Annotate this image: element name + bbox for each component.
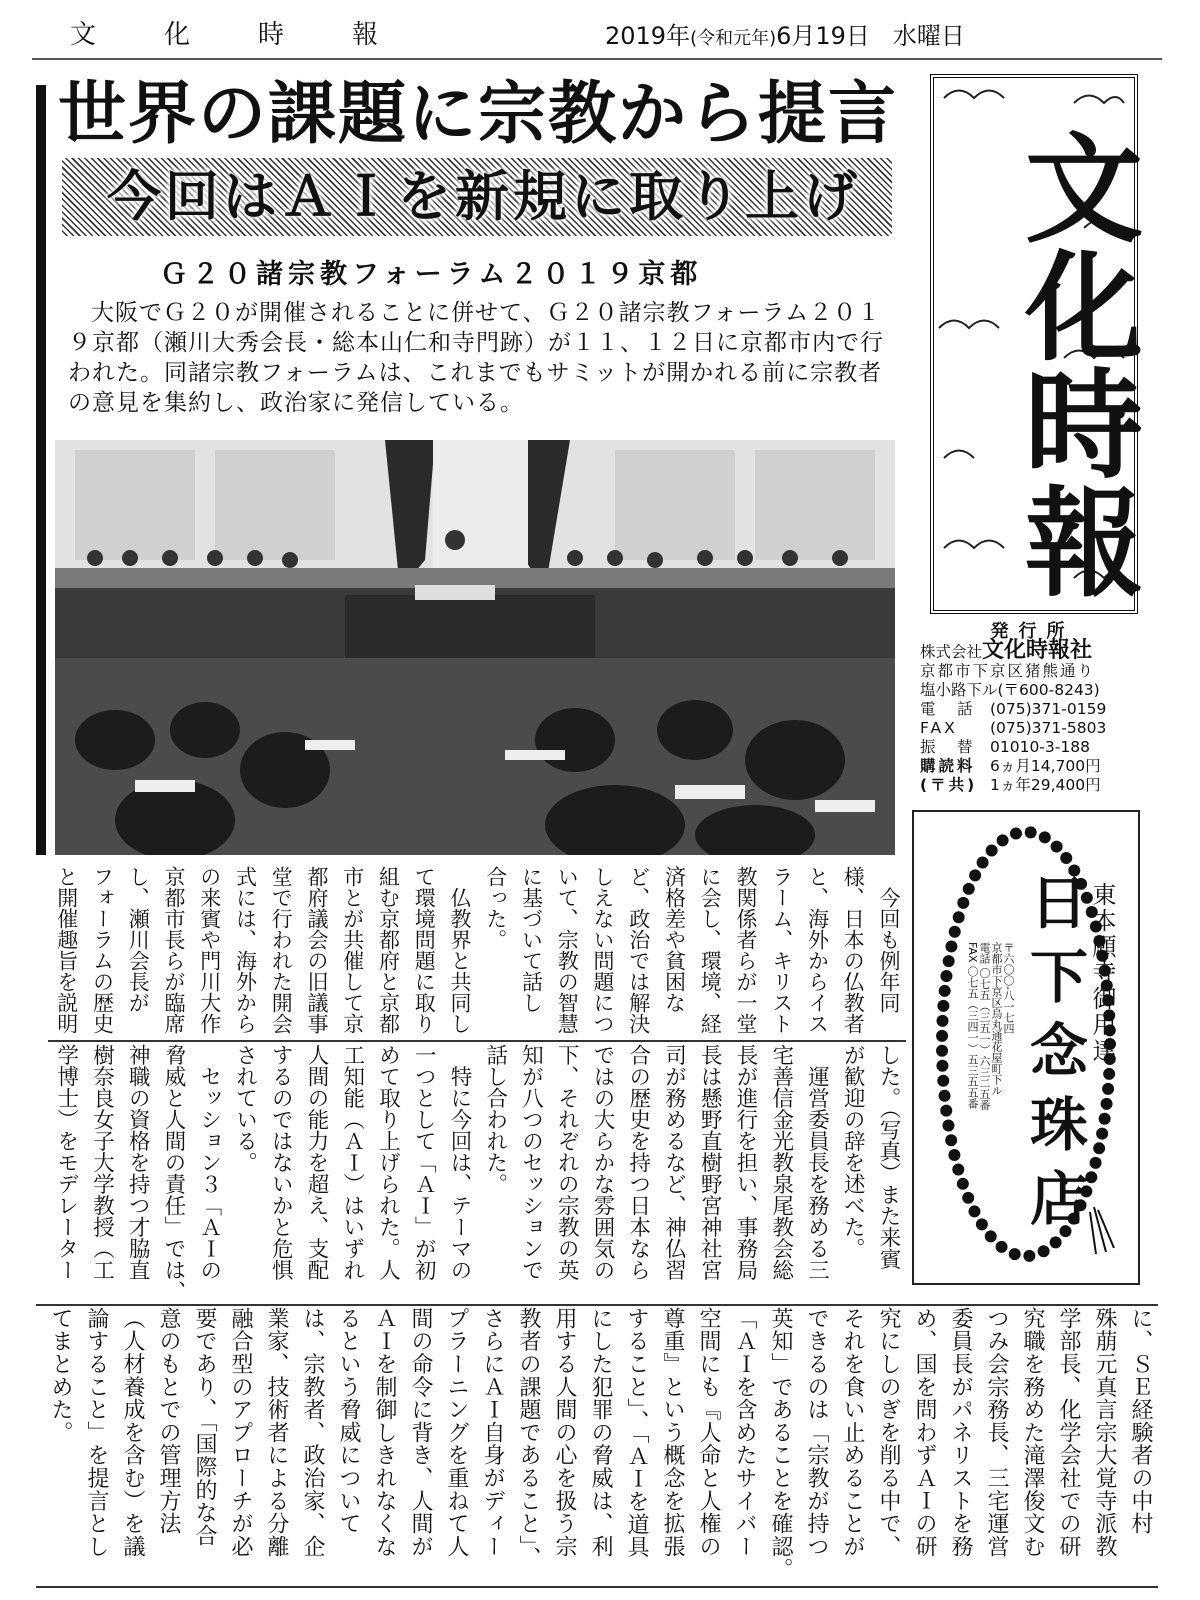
text-column: と開催趣旨を説明 xyxy=(54,866,79,1034)
publisher-row xyxy=(920,719,1145,738)
masthead-title: 文化時報 xyxy=(1005,127,1144,599)
publisher-row xyxy=(920,776,1145,795)
article-section-1 xyxy=(48,866,906,1038)
text-column: 究にしのぎを削る中で、 xyxy=(876,1307,901,1558)
text-column: 長が進行を担い、事務局 xyxy=(733,1044,758,1281)
text-column: 要であり、「国際的な合 xyxy=(192,1307,217,1547)
text-column: 学博士）をモデレーター xyxy=(53,1044,79,1281)
text-column: それを食い止めることが xyxy=(840,1307,865,1558)
ad-address: 京都市下京区烏丸通花屋町下ル xyxy=(990,942,1003,1096)
text-column: 殊萠元真言宗大覚寺派教 xyxy=(1092,1307,1117,1558)
ad-shop-name: 日下念珠店 xyxy=(1020,872,1088,1242)
section-divider xyxy=(36,1304,1158,1306)
company-name: 文化時報社 xyxy=(982,638,1093,663)
text-column: と、海外からイス xyxy=(805,866,830,1034)
text-column: 都府議会の旧議事 xyxy=(305,866,329,1034)
date-era: (令和元年) xyxy=(690,28,777,49)
ad-tagline: 東本願寺御用達 xyxy=(1088,882,1116,1064)
address-line2: 塩小路下ル(〒600-8243) xyxy=(920,681,1100,699)
text-column: ＡＩを制御しきれなくな xyxy=(372,1307,397,1558)
ad-postal: 〒六〇〇-八一七四 xyxy=(1002,942,1015,1034)
text-column: 仏教界と共同し xyxy=(448,866,472,1034)
text-column: いて、宗教の智慧 xyxy=(555,866,580,1034)
text-column: 空間にも『人命と人権の xyxy=(696,1307,721,1558)
text-column: るという脅威について xyxy=(336,1307,361,1535)
text-column: に、ＳＥ経験者の中村 xyxy=(1128,1307,1153,1535)
text-column: 間の命令に背き、人間が xyxy=(408,1307,433,1558)
article-section-3 xyxy=(42,1307,1158,1581)
ad-tel-label: 電話 xyxy=(978,942,991,964)
text-column: すること」、「ＡＩを道具 xyxy=(624,1307,649,1559)
text-column: 市とが共催して京 xyxy=(340,866,365,1034)
text-column: ラーム、キリスト xyxy=(769,866,794,1034)
text-column: の来賓や門川大作 xyxy=(197,866,222,1034)
text-column: プラーニングを重ねて人 xyxy=(444,1307,469,1558)
text-column: 英知」であることを確認。 xyxy=(768,1307,793,1581)
text-column: て環境問題に取り xyxy=(412,866,437,1034)
text-column: 運営委員長を務める三 xyxy=(804,1044,830,1281)
text-column: 神職の資格を持つ才脇直 xyxy=(125,1044,151,1281)
text-column: 教者の課題であること」、 xyxy=(516,1307,541,1570)
masthead xyxy=(930,74,1144,614)
text-column: は、宗教者、政治家、企 xyxy=(300,1307,325,1558)
text-column: 意のもとでの管理方法 xyxy=(156,1307,181,1535)
text-column: が歓迎の辞を述べた。 xyxy=(840,1044,866,1259)
headline: 世界の課題に宗教から提言 xyxy=(58,75,899,154)
text-column: 「ＡＩを含めたサイバー xyxy=(732,1307,757,1558)
paper-name: 文化時報 xyxy=(70,20,447,50)
publisher-row xyxy=(920,700,1145,719)
text-column: 合った。 xyxy=(483,866,508,950)
text-column: フォーラムの歴史 xyxy=(90,866,115,1034)
text-column: セッション３「ＡＩの xyxy=(196,1044,222,1281)
text-column: 脅威と人間の責任」では、 xyxy=(161,1044,186,1302)
header-rule xyxy=(32,58,1162,60)
text-column: 済格差や貧困な xyxy=(662,866,687,1013)
text-column: 教関係者らが一堂 xyxy=(734,866,758,1034)
date-day: 6月19日 xyxy=(776,22,870,50)
publisher-label: 発行所 xyxy=(990,621,1075,642)
ad-fax-label: FAX xyxy=(966,942,979,963)
text-column: 知が八つのセッションで xyxy=(518,1044,544,1281)
publisher-row-label: (〒共) xyxy=(920,776,978,794)
text-column: 話し合われた。 xyxy=(482,1044,508,1195)
publisher-info xyxy=(920,622,1145,795)
text-column: 用する人間の心を扱う宗 xyxy=(552,1307,577,1558)
text-column: にした犯罪の脅威は、利 xyxy=(588,1307,613,1558)
publisher-row-value: (075)371-5803 xyxy=(990,719,1107,737)
subheadline: 今回はＡＩを新規に取り上げ xyxy=(107,164,861,228)
ad-contact xyxy=(966,942,1014,1111)
text-column: 工知能（ＡＩ）はいずれ xyxy=(339,1044,365,1281)
text-column: 委員長がパネリストを務 xyxy=(948,1307,973,1558)
text-column: 式には、海外から xyxy=(233,866,258,1034)
text-column: に会し、環境、経 xyxy=(698,866,723,1034)
weekday: 水曜日 xyxy=(892,22,965,50)
event-title: Ｇ２０諸宗教フォーラム２０１９京都 xyxy=(160,259,703,290)
text-column: されている。 xyxy=(232,1044,258,1173)
address-line1: 京都市下京区猪熊通り xyxy=(920,662,1096,680)
text-column: 樹奈良女子大学教授（工 xyxy=(89,1044,115,1281)
publisher-row-value: 1ヵ年29,400円 xyxy=(990,776,1101,794)
forum-photo xyxy=(55,440,895,855)
text-column: できるのは「宗教が持つ xyxy=(804,1307,829,1558)
text-column: 司が務めるなど、神仏習 xyxy=(661,1044,687,1281)
text-column: ど、政治では解決 xyxy=(626,866,651,1034)
text-column: ではの大らかな雰囲気の xyxy=(590,1044,615,1281)
text-column: 今回も例年同 xyxy=(877,866,901,1013)
text-column: 宅善信金光教泉尾教会総 xyxy=(768,1044,794,1281)
lead-text: 大阪でＧ２０が開催されることに併せて、Ｇ２０諸宗教フォーラム２０１９京都（瀬川大秀会長・総本山仁和寺門跡）が１１、１２日に京都市内で行われた。同諸宗教フォーラムは、これまでもサミットが開かれる前に宗教者の意見を集約し、政治家に発信している。 xyxy=(68,300,884,416)
text-column: め、国を問わずＡＩの研 xyxy=(912,1307,937,1558)
advertisement xyxy=(912,810,1140,1285)
text-column: （人材養成を含む）を議 xyxy=(120,1307,145,1558)
text-column: 堂で行われた開会 xyxy=(269,866,294,1034)
text-column: 人間の能力を超え、支配 xyxy=(304,1044,329,1281)
publisher-row-label: 購読料 xyxy=(920,757,976,775)
publisher-row-value: 6ヵ月14,700円 xyxy=(990,757,1101,775)
publisher-row xyxy=(920,757,1145,776)
text-column: しえない問題につ xyxy=(591,866,615,1034)
text-column: 下、それぞれの宗教の英 xyxy=(554,1044,580,1281)
text-column: つみ会宗務長、三宅運営 xyxy=(984,1307,1009,1558)
company-prefix: 株式会社 xyxy=(920,643,983,661)
text-column: めて取り上げられた。人 xyxy=(375,1044,401,1281)
text-column: し、瀬川会長が xyxy=(126,866,151,1013)
text-column: 合の歴史を持つ日本なら xyxy=(625,1044,651,1281)
text-column: 論すること」を提言とし xyxy=(84,1307,109,1558)
subheadline-box xyxy=(62,158,892,236)
text-column: 様、日本の仏教者 xyxy=(841,866,866,1034)
text-column: 尊重』という概念を拡張 xyxy=(660,1307,685,1558)
article-side-bar xyxy=(36,85,46,855)
publisher-row-value: (075)371-0159 xyxy=(990,700,1107,718)
publisher-row-label: 電 話 xyxy=(920,700,976,718)
publisher-row-label: 振 替 xyxy=(920,738,976,756)
text-column: 学部長、化学会社での研 xyxy=(1056,1307,1081,1558)
text-column: 長は懸野直樹野宮神社宮 xyxy=(697,1044,723,1281)
text-column: 京都市長らが臨席 xyxy=(162,866,186,1034)
text-column: 究職を務めた滝澤俊文む xyxy=(1020,1307,1045,1558)
text-column: した。（写真）また来賓 xyxy=(876,1044,901,1270)
lead-paragraph xyxy=(68,298,898,418)
section-divider xyxy=(48,1040,906,1042)
text-column: 融合型のアプローチが必 xyxy=(228,1307,253,1558)
publisher-row-value: 01010-3-188 xyxy=(990,738,1090,756)
issue-date xyxy=(605,16,965,51)
bottom-rule xyxy=(36,1586,1158,1588)
ad-tel: 〇七五（三五一）六三二五番 xyxy=(978,967,991,1111)
date-year: 2019年 xyxy=(605,22,691,50)
article-section-2 xyxy=(48,1044,906,1302)
text-column: するのではないかと危惧 xyxy=(268,1044,294,1281)
text-column: 組む京都府と京都 xyxy=(376,866,401,1034)
text-column: に基づいて話し xyxy=(519,866,544,1013)
text-column: さらにＡＩ自身がディー xyxy=(480,1307,505,1558)
text-column: 業家、技術者による分離 xyxy=(264,1307,289,1558)
publisher-row xyxy=(920,738,1145,757)
publisher-row-label: FAX xyxy=(920,719,958,737)
text-column: 一つとして「ＡＩ」が初 xyxy=(411,1044,437,1281)
text-column: 特に今回は、テーマの xyxy=(447,1044,472,1281)
text-column: てまとめた。 xyxy=(48,1307,73,1444)
ad-fax: 〇七五（三四一）五三五五番 xyxy=(966,965,979,1109)
